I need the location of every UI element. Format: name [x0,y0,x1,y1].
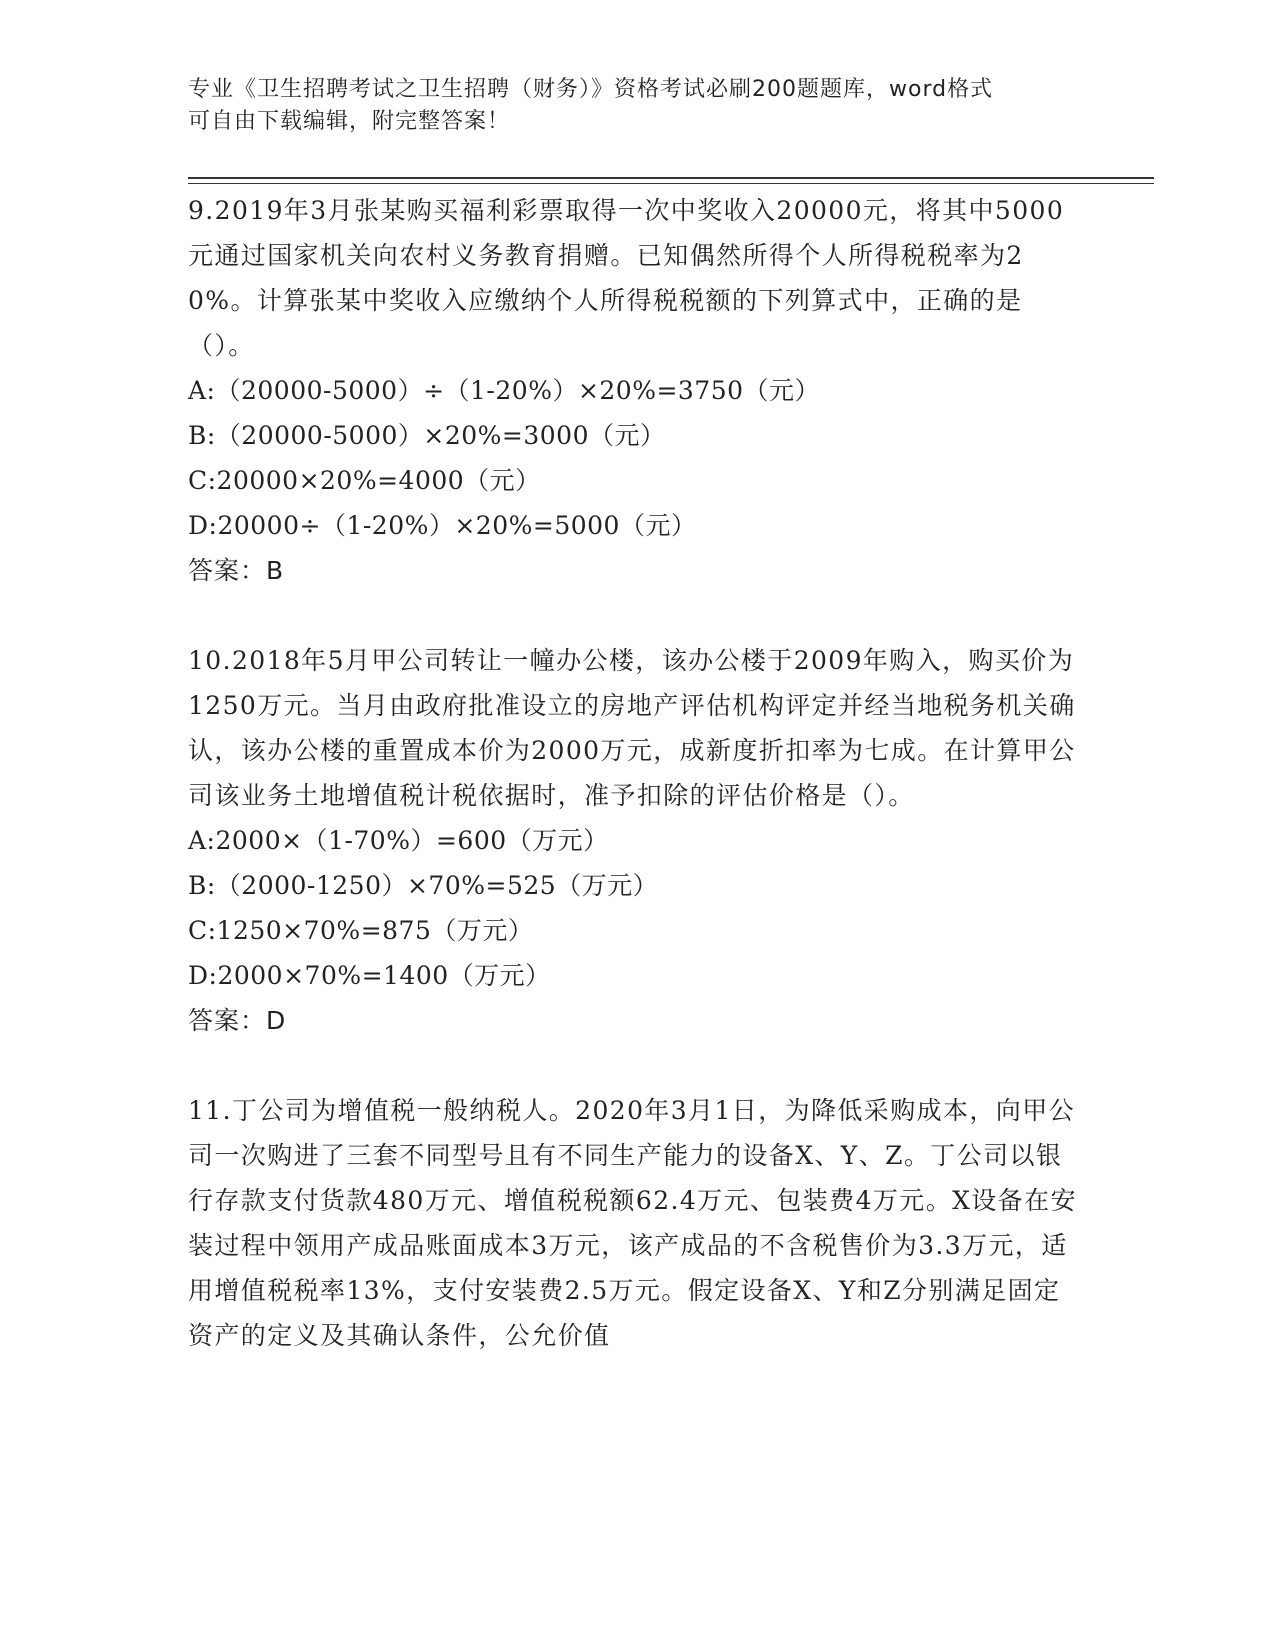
header-divider-thin [188,183,1154,184]
option-b: B:（2000-1250）×70%=525（万元） [188,871,659,900]
answer: 答案：B [188,556,285,585]
question-text: 10.2018年5月甲公司转让一幢办公楼，该办公楼于2009年购入，购买价为1250万元。当月由政府批准设立的房地产评估机构评定并经当地税务机关确认，该办公楼的重置成本价为2000万元，成新度折扣率为七成。在计算甲公司该业务土地增值税计税依据时，准予扣除的评估价格是（）。 [188,646,1076,810]
option-a: A:（20000-5000）÷（1-20%）×20%=3750（元） [188,376,821,405]
option-c: C:20000×20%=4000（元） [188,466,541,495]
question-text: 11.丁公司为增值税一般纳税人。2020年3月1日，为降低采购成本，向甲公司一次购进了三套不同型号且有不同生产能力的设备X、Y、Z。丁公司以银行存款支付货款480万元、增值税税额62.4万元、包装费4万元。X设备在安装过程中领用产成品账面成本3万元，该产成品的不含税售价为3.3万元，适用增值税税率13%，支付安装费2.5万元。假定设备X、Y和Z分别满足固定资产的定义及其确认条件，公允价值 [188,1096,1077,1350]
question-list [188,188,1078,1358]
header-line-1: 专业《卫生招聘考试之卫生招聘（财务）》资格考试必刷200题题库，word格式 [188,77,994,102]
option-d: D:20000÷（1-20%）×20%=5000（元） [188,511,697,540]
answer: 答案：D [188,1006,287,1035]
option-a: A:2000×（1-70%）=600（万元） [188,826,609,855]
header-line-2: 可自由下载编辑，附完整答案！ [188,109,511,134]
question-9 [188,188,1078,593]
question-spacer [188,593,1078,638]
option-b: B:（20000-5000）×20%=3000（元） [188,421,666,450]
header-divider-thick [188,177,1154,179]
question-11 [188,1088,1078,1358]
document-header [188,74,1068,138]
option-d: D:2000×70%=1400（万元） [188,961,551,990]
option-c: C:1250×70%=875（万元） [188,916,534,945]
question-10 [188,638,1078,1043]
question-text: 9.2019年3月张某购买福利彩票取得一次中奖收入20000元，将其中5000元通过国家机关向农村义务教育捐赠。已知偶然所得个人所得税税率为20%。计算张某中奖收入应缴纳个人所得税税额的下列算式中，正确的是（）。 [188,196,1065,360]
question-spacer [188,1043,1078,1088]
